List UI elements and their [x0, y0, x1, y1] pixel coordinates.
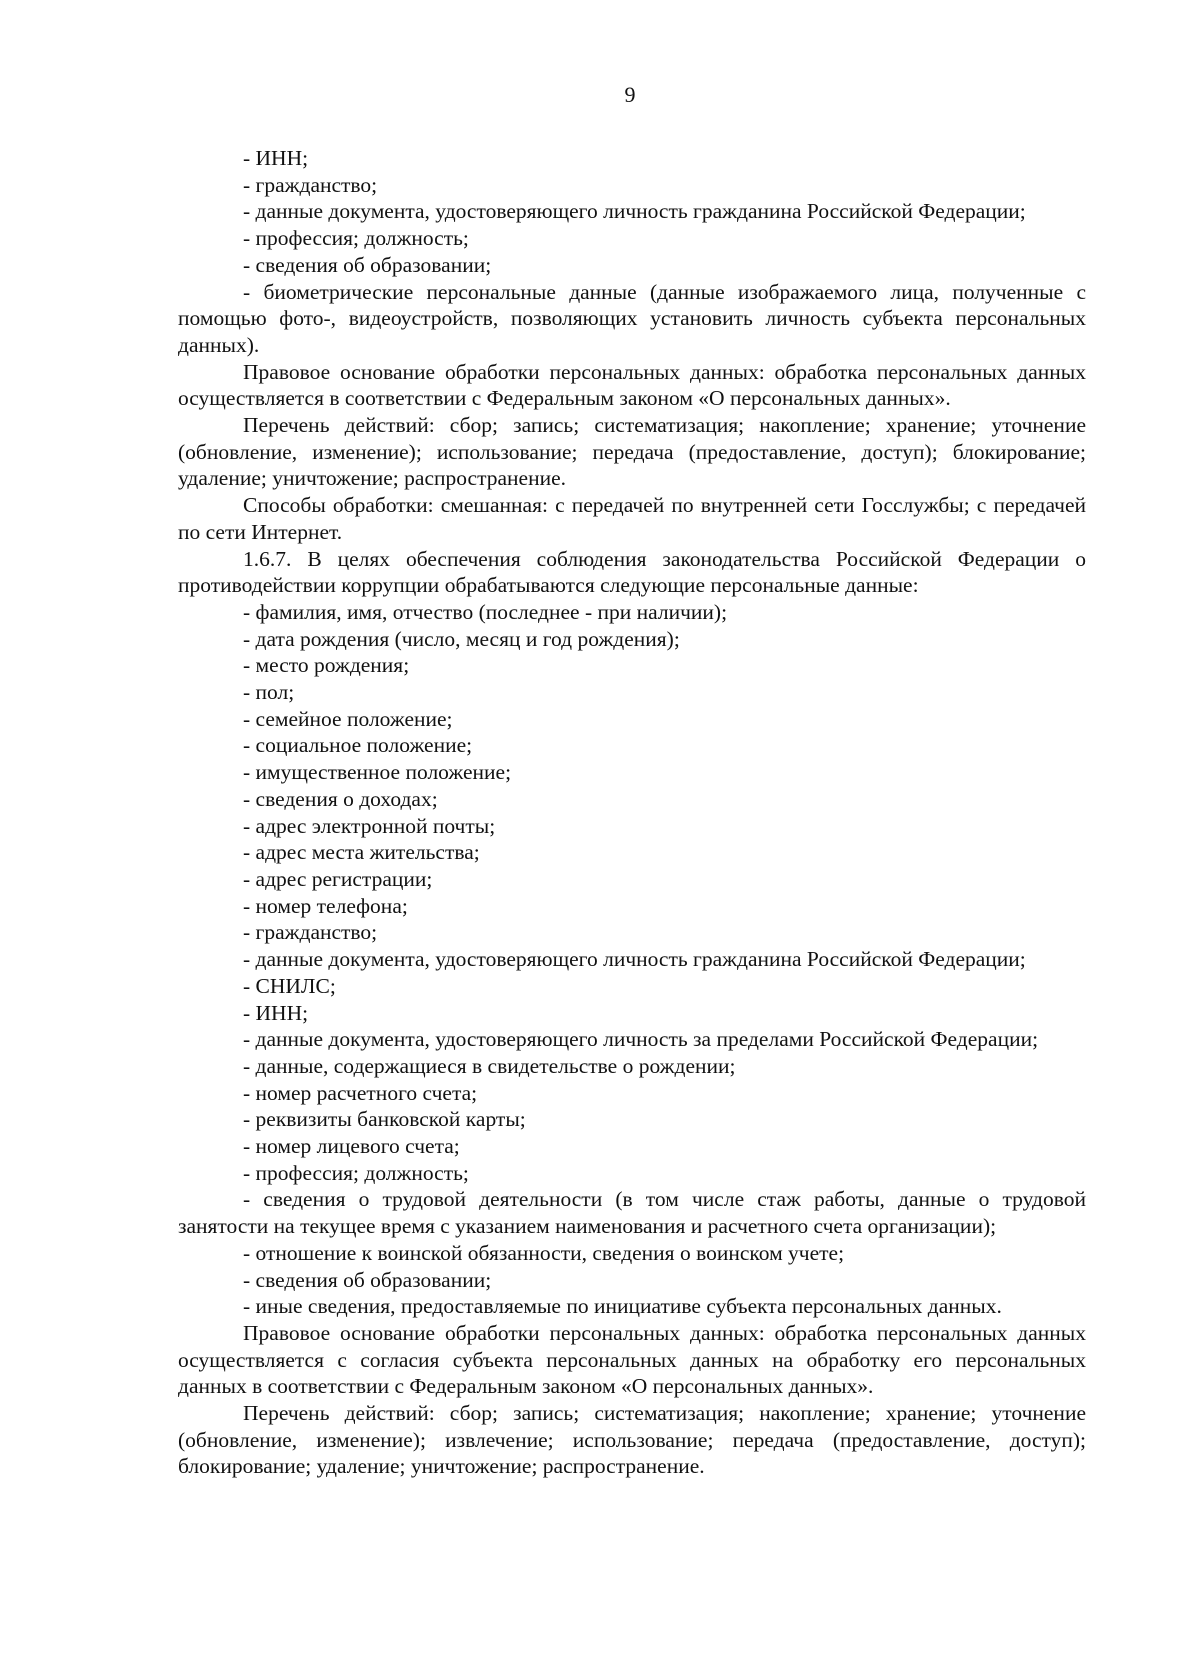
list-item: - номер лицевого счета; — [243, 1134, 460, 1159]
list-item: - семейное положение; — [243, 706, 453, 731]
list-item: - иные сведения, предоставляемые по инициативе субъекта персональных данных. — [243, 1294, 1002, 1319]
list-item: - ИНН; — [243, 1000, 309, 1025]
list-item: - адрес места жительства; — [243, 840, 480, 865]
document-body — [178, 145, 1086, 1480]
list-item: - сведения об образовании; — [243, 1267, 492, 1292]
list-item: - номер телефона; — [243, 893, 408, 918]
list-item: - СНИЛС; — [243, 973, 336, 998]
list-item: - социальное положение; — [243, 733, 473, 758]
list-item: - данные документа, удостоверяющего личность гражданина Российской Федерации; — [243, 947, 1026, 972]
list-item: - профессия; должность; — [243, 226, 469, 251]
list-item: - сведения о доходах; — [243, 786, 438, 811]
legal-basis-paragraph: Правовое основание обработки персональных данных: обработка персональных данных осуществляется в соответствии с Федеральным законом «О персональных данных». — [178, 359, 1086, 411]
section-heading-paragraph: 1.6.7. В целях обеспечения соблюдения законодательства Российской Федерации о противодействии коррупции обрабатываются следующие персональные данные: — [178, 546, 1086, 598]
list-item: - отношение к воинской обязанности, сведения о воинском учете; — [243, 1240, 845, 1265]
actions-paragraph: Перечень действий: сбор; запись; систематизация; накопление; хранение; уточнение (обновление, изменение); использование; передача (предоставление, доступ); блокирование; удаление; уничтожение; распространение. — [178, 413, 1086, 491]
list-item: - данные документа, удостоверяющего личность за пределами Российской Федерации; — [243, 1027, 1039, 1052]
legal-basis-paragraph: Правовое основание обработки персональных данных: обработка персональных данных осуществляется с согласия субъекта персональных данных на обработку его персональных данных в соответствии с Федеральным законом «О персональных данных». — [178, 1320, 1086, 1399]
list-item: - данные документа, удостоверяющего личность гражданина Российской Федерации; — [243, 199, 1026, 224]
list-item: - данные, содержащиеся в свидетельстве о рождении; — [243, 1053, 736, 1078]
list-item: - адрес электронной почты; — [243, 813, 496, 838]
list-item: - реквизиты банковской карты; — [243, 1107, 526, 1132]
list-item: - место рождения; — [243, 653, 410, 678]
page-number: 9 — [624, 82, 636, 107]
list-item: - гражданство; — [243, 172, 378, 197]
list-item: - сведения о трудовой деятельности (в том числе стаж работы, данные о трудовой занятости на текущее время с указанием наименования и расчетного счета организации); — [178, 1187, 1086, 1239]
list-item: - дата рождения (число, месяц и год рождения); — [243, 626, 680, 651]
list-item: - пол; — [243, 680, 295, 705]
processing-methods-paragraph: Способы обработки: смешанная: с передачей по внутренней сети Госслужбы; с передачей по сети Интернет. — [178, 493, 1086, 544]
list-item: - биометрические персональные данные (данные изображаемого лица, полученные с помощью фото-, видеоустройств, позволяющих установить личность субъекта персональных данных). — [178, 279, 1086, 357]
list-item: - имущественное положение; — [243, 760, 512, 785]
list-item: - фамилия, имя, отчество (последнее - при наличии); — [243, 599, 728, 624]
list-item: - гражданство; — [243, 920, 378, 945]
list-item: - номер расчетного счета; — [243, 1080, 478, 1105]
list-item: - профессия; должность; — [243, 1160, 469, 1185]
list-item: - ИНН; — [243, 146, 309, 170]
list-item: - сведения об образовании; — [243, 252, 492, 277]
list-item: - адрес регистрации; — [243, 866, 433, 891]
actions-paragraph: Перечень действий: сбор; запись; систематизация; накопление; хранение; уточнение (обновление, изменение); извлечение; использование; передача (предоставление, доступ); блокирование; удаление; уничтожение; распространение. — [178, 1401, 1086, 1479]
